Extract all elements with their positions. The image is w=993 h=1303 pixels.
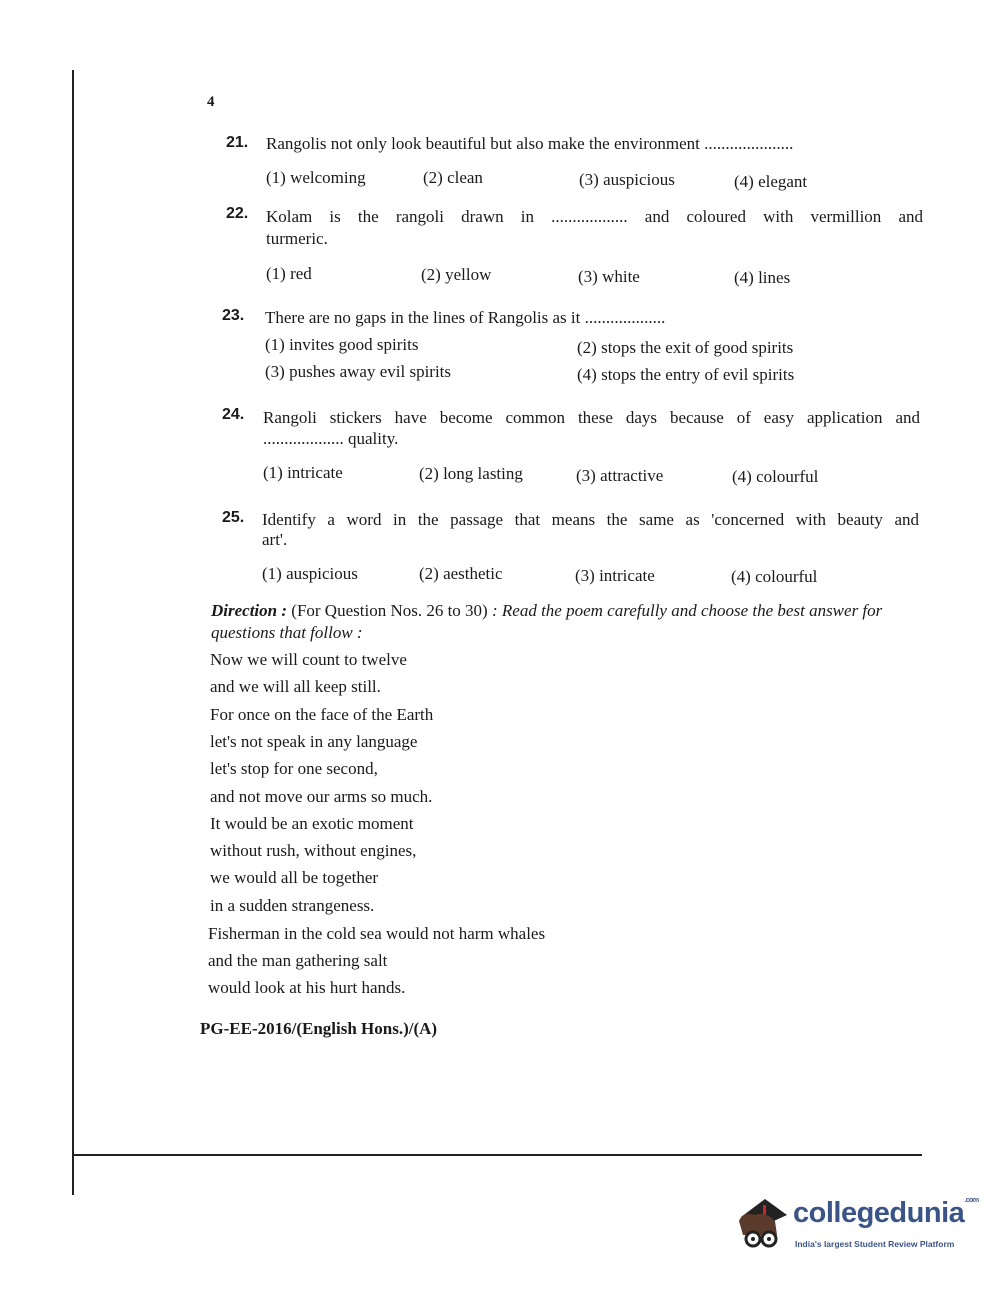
option-3: (3) attractive <box>576 466 664 485</box>
direction-label: Direction : <box>211 601 288 620</box>
option-2: (2) yellow <box>421 265 492 284</box>
direction-text: : Read the poem carefully and choose the best answer for questions that follow : <box>211 601 883 642</box>
poem-line: Fisherman in the cold sea would not harm whales <box>208 924 546 943</box>
mascot-icon <box>735 1195 793 1255</box>
poem-line: It would be an exotic moment <box>210 814 414 833</box>
question-number: 25. <box>222 509 245 526</box>
option-2: (2) clean <box>423 168 483 187</box>
poem-line: in a sudden strangeness. <box>210 896 375 915</box>
option-3: (3) intricate <box>575 566 655 585</box>
bottom-rule <box>72 1154 922 1156</box>
option-3: (3) auspicious <box>579 170 675 189</box>
option-1: (1) red <box>266 264 312 283</box>
question-number: 22. <box>226 205 249 222</box>
option-2: (2) aesthetic <box>419 564 503 583</box>
poem-line: without rush, without engines, <box>210 841 417 860</box>
option-3: (3) white <box>578 267 640 286</box>
left-margin-line <box>72 70 74 1195</box>
poem-line: we would all be together <box>210 868 379 887</box>
question-text-line-1: Kolam is the rangoli drawn in .................. and coloured with vermillion and <box>266 207 923 226</box>
option-2: (2) long lasting <box>419 464 523 483</box>
question-text-line-2: ................... quality. <box>263 429 399 448</box>
option-1: (1) welcoming <box>266 168 366 187</box>
question-text: Rangolis not only look beautiful but also make the environment ..................... <box>266 134 794 153</box>
poem-line: and the man gathering salt <box>208 951 388 970</box>
direction-range: (For Question Nos. 26 to 30) <box>291 601 488 620</box>
paper-code-footer: PG-EE-2016/(English Hons.)/(A) <box>200 1019 438 1038</box>
question-text-line-1: Identify a word in the passage that means the same as 'concerned with beauty and <box>262 510 919 529</box>
page-number: 4 <box>207 94 215 110</box>
option-4: (4) colourful <box>731 567 818 586</box>
option-1: (1) auspicious <box>262 564 358 583</box>
poem-line: and we will all keep still. <box>210 677 381 696</box>
poem-line: would look at his hurt hands. <box>208 978 406 997</box>
question-text-line-2: turmeric. <box>266 229 328 248</box>
option-4: (4) lines <box>734 268 791 287</box>
direction <box>211 600 923 644</box>
poem-line: For once on the face of the Earth <box>210 705 434 724</box>
question-text: There are no gaps in the lines of Rangolis as it ................... <box>265 308 666 327</box>
option-2: (2) stops the exit of good spirits <box>577 338 794 357</box>
poem-line: Now we will count to twelve <box>210 650 407 669</box>
poem-line: let's stop for one second, <box>210 759 378 778</box>
option-1: (1) invites good spirits <box>265 335 419 354</box>
option-4: (4) colourful <box>732 467 819 486</box>
collegedunia-logo <box>735 1195 979 1257</box>
question-number: 24. <box>222 406 245 423</box>
option-3: (3) pushes away evil spirits <box>265 362 452 381</box>
option-4: (4) stops the entry of evil spirits <box>577 365 795 384</box>
option-4: (4) elegant <box>734 172 808 191</box>
question-number: 21. <box>226 134 249 151</box>
question-number: 23. <box>222 307 245 324</box>
poem-line: and not move our arms so much. <box>210 787 433 806</box>
option-1: (1) intricate <box>263 463 343 482</box>
logo-tagline: India's largest Student Review Platform <box>795 1239 955 1249</box>
poem-line: let's not speak in any language <box>210 732 418 751</box>
logo-wordmark: collegedunia$^{.com}$ <box>793 1197 979 1229</box>
question-text-line-1: Rangoli stickers have become common these days because of easy application and <box>263 408 920 427</box>
question-text-line-2: art'. <box>262 530 288 549</box>
